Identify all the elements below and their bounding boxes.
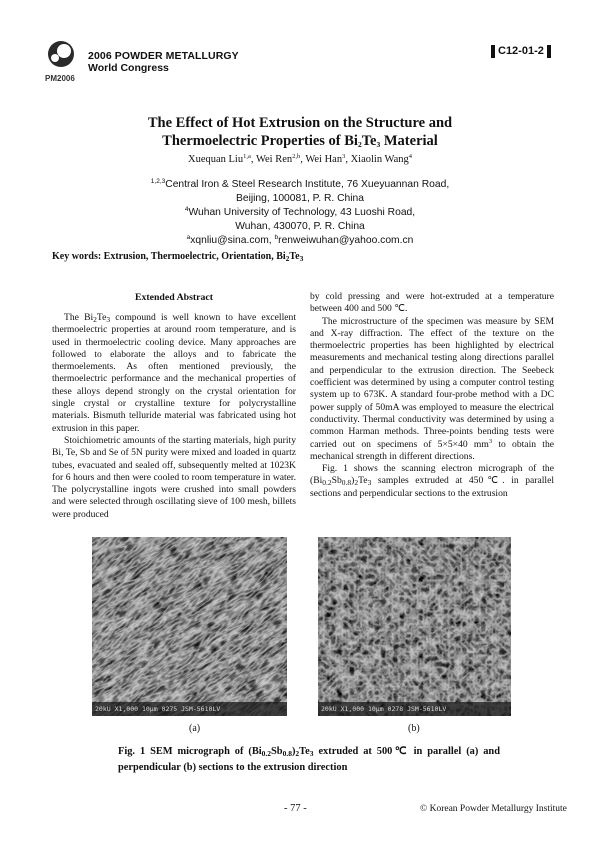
left-column bbox=[52, 312, 296, 521]
sem-micrograph-b bbox=[318, 537, 511, 716]
keywords: Key words: Extrusion, Thermoelectric, Orientation, $Bi_2Te_3$ bbox=[52, 251, 304, 263]
title-line-2: Thermoelectric Properties of $Bi_2Te_3$ Material bbox=[162, 133, 438, 149]
logo-text: PM2006 bbox=[45, 74, 75, 83]
sem-texture-a bbox=[92, 537, 287, 716]
paper-code bbox=[488, 44, 554, 58]
conference-name: World Congress bbox=[88, 62, 169, 74]
paragraph: Stoichiometric amounts of the starting materials, high purity Bi, Te, Sb and Se of 5N purity were mixed and loaded in quartz tubes, evacuated and sealed off, subsequently melted at 1023K for 6 hours and then were cooled to room temperature in water. The polycrystalline ingots were crushed into small powders and were selected through oscillating sieve of 100 mesh, billets were produced bbox=[52, 434, 297, 520]
section-heading: Extended Abstract bbox=[134, 292, 214, 303]
sem-info-bar-b: 20kU X1,000 10µm 0278 JSM-5610LV bbox=[318, 702, 511, 716]
paragraph: The $Bi_2Te_3$ compound is well known to have excellent thermoelectric properties at around room temperature, and is used in thermoelectric cooling device. Many approaches are followed to elaborate the alloys and to fabricate the thermoelements. As often mentioned previously, the thermoelectric performance and the mechanical properties of these alloys depend strongly on the crystal orientation for single crystal or crystalline texture for polycrystalline materials. Bismuth telluride material was fabricated using hot extrusion in this paper. bbox=[52, 312, 296, 434]
conference-year: 2006 POWDER METALLURGY bbox=[88, 50, 239, 62]
author-name: Wei Han bbox=[305, 154, 343, 165]
right-column bbox=[310, 291, 554, 500]
copyright-notice: © Korean Powder Metallurgy Institute bbox=[420, 804, 567, 814]
code-bar-right bbox=[547, 45, 551, 58]
paragraph: Fig. 1 shows the scanning electron micrograph of the $(Bi_{0.2}Sb_{0.8})_2Te_3$ samples extruded at 450℃. in parallel sections and perpendicular sections to the extrusion bbox=[310, 463, 554, 499]
affiliation-1: $^{1,2,3}$Central Iron & Steel Research Institute, 76 Xueyuannan Road, Beijing, 100081, P. R. China $^4$Wuhan University of Technology, 43 Luoshi Road, Wuhan, 430070, P. R. China $^a$xqnliu@sina.com, $^b$renweiwuhan@yahoo.com.cn bbox=[100, 178, 500, 248]
author-name: Xuequan Liu bbox=[187, 154, 244, 165]
paragraph: by cold pressing and were hot-extruded at a temperature between 400 and 500 ℃. bbox=[310, 291, 554, 315]
author-name: Wei Ren bbox=[255, 154, 293, 165]
author-list: Xuequan Liu$^{1,a}$, Wei Ren$^{2,b}$, Wei Han$^3$, Xiaolin Wang$^4$ bbox=[187, 153, 412, 165]
subfigure-label-a: (a) bbox=[189, 723, 201, 734]
code-bar-left bbox=[491, 45, 495, 58]
paragraph: The microstructure of the specimen was measure by SEM and X-ray diffraction. The effect of the texture on the thermoelectric properties has been highlighted by electrical measurements and mechanical testing along directions parallel and perpendicular to the extrusion direction. The Seebeck coefficient was determined by using a computer control testing system up to 673K. A standard four-probe method with a DC power supply of 50mA was employed to measure the electrical conductivity. Thermal conductivity was determined by using a common Harman methods. Three-points bending tests were carried out on specimens of 5×5×40 $mm^3$ to obtain the mechanical strength in different directions. bbox=[310, 315, 554, 462]
figure-caption: Fig. 1 SEM micrograph of $(Bi_{0.2}Sb_{0.8})_2Te_3$ extruded at 500℃ in parallel (a) and perpendicular (b) sections to the extrusion direction bbox=[118, 746, 500, 773]
subfigure-label-b: (b) bbox=[408, 723, 420, 734]
paper-title bbox=[100, 114, 500, 150]
author-name: Xiaolin Wang bbox=[350, 154, 409, 165]
sem-info-bar-a: 20kU X1,000 10µm 0275 JSM-5610LV bbox=[92, 702, 287, 716]
sem-micrograph-a bbox=[92, 537, 287, 716]
title-line-1: The Effect of Hot Extrusion on the Structure and bbox=[147, 115, 453, 131]
emails: $^a$xqnliu@sina.com, $^b$renweiwuhan@yahoo.com.cn bbox=[186, 234, 414, 246]
paper-code-text: C12-01-2 bbox=[498, 45, 544, 57]
page-number: - 77 - bbox=[284, 803, 307, 814]
sem-texture-b bbox=[318, 537, 511, 716]
